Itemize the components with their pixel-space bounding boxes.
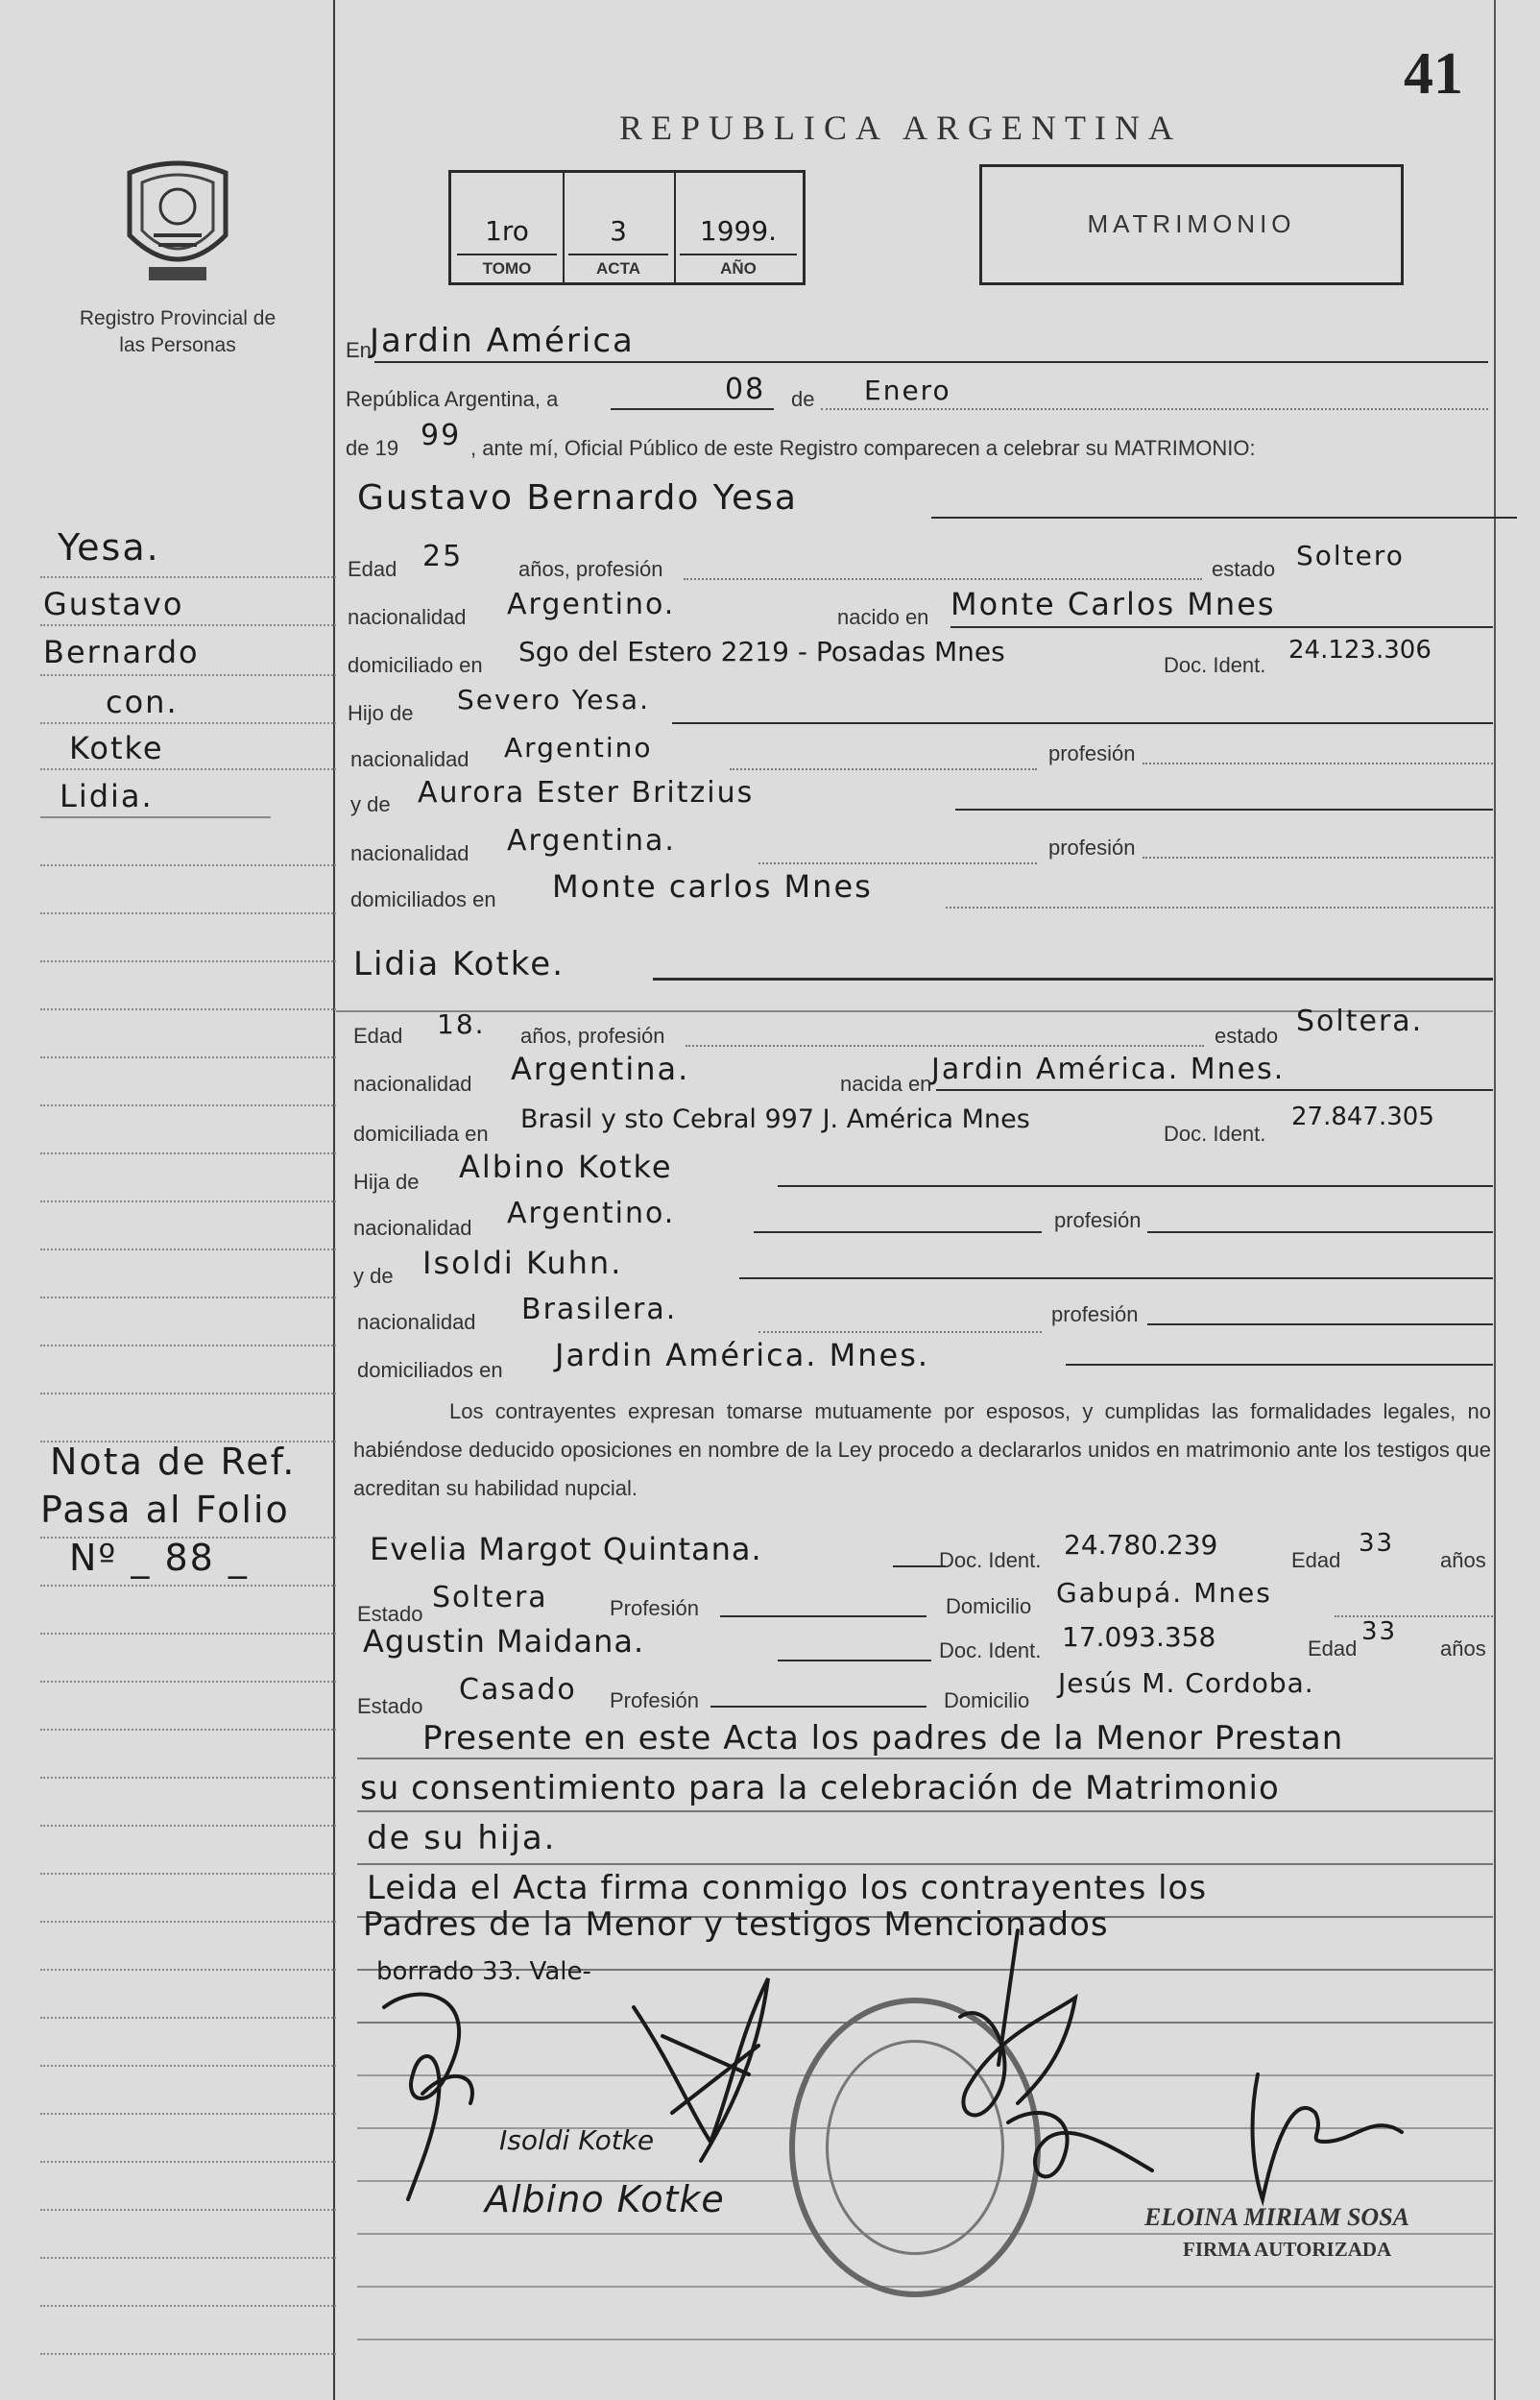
groom-nacionalidad: Argentino. — [507, 588, 676, 621]
place-value: Jardin América — [370, 322, 635, 360]
witness-1-profesion-label: Profesión — [610, 1596, 699, 1620]
bride-father-prof-label: profesión — [1054, 1208, 1142, 1232]
groom-doc-label: Doc. Ident. — [1164, 653, 1266, 677]
note-line-3: de su hija. — [367, 1819, 557, 1857]
groom-hijo-label: Hijo de — [348, 701, 414, 725]
witness-1-edad-label: Edad — [1291, 1548, 1341, 1572]
registry-name: Registro Provincial de las Personas — [79, 307, 277, 356]
bride-doc-label: Doc. Ident. — [1164, 1122, 1266, 1146]
tomo-value: 1ro — [485, 215, 529, 247]
bride-estado-label: estado — [1215, 1024, 1279, 1048]
note-line-4: Leida el Acta firma conmigo los contrayentes los — [367, 1869, 1208, 1907]
groom-father-prof-label: profesión — [1048, 741, 1136, 765]
note-line-6: borrado 33. Vale- — [376, 1957, 591, 1986]
witness-1-domicilio-label: Domicilio — [946, 1594, 1032, 1618]
margin-surname: Yesa. — [58, 526, 160, 569]
margin-given-name-1: Gustavo — [43, 586, 184, 622]
groom-estado: Soltero — [1296, 540, 1405, 571]
groom-nacionalidad-label: nacionalidad — [348, 605, 467, 629]
bride-father-nac: Argentino. — [507, 1197, 676, 1230]
groom-domicilio: Sgo del Estero 2219 - Posadas Mnes — [518, 636, 1005, 667]
groom-mother: Aurora Ester Britzius — [418, 776, 755, 810]
margin-bride-surname: Kotke — [69, 730, 164, 766]
groom-parents-dom-label: domiciliados en — [350, 887, 496, 911]
bride-parents-dom-label: domiciliados en — [357, 1358, 503, 1382]
note-line-2: su consentimiento para la celebración de Matrimonio — [360, 1769, 1280, 1807]
en-label: En — [346, 338, 372, 362]
witness-1-doc: 24.780.239 — [1064, 1529, 1218, 1561]
year-prefix: de 19 — [346, 436, 399, 460]
bride-mother-label: y de — [353, 1264, 394, 1288]
witness-1-name: Evelia Margot Quintana. — [370, 1531, 762, 1567]
bride-parents-dom: Jardin América. Mnes. — [555, 1337, 930, 1373]
parent-signature-1: Isoldi Kotke — [499, 2124, 655, 2156]
witness-1-anos-label: años — [1440, 1548, 1486, 1572]
groom-estado-label: estado — [1212, 557, 1276, 581]
declaration-text: Los contrayentes expresan tomarse mutuamente por esposos, y cumplidas las formalidades legales, no habiéndose deducido oposiciones en nombre de la Ley procedo a declararlos unidos en matrimonio ante los testigos que acreditan su habilidad nupcial. — [353, 1399, 1491, 1500]
groom-age: 25 — [422, 540, 464, 573]
witness-1-doc-label: Doc. Ident. — [939, 1548, 1042, 1572]
groom-doc: 24.123.306 — [1288, 636, 1432, 665]
note-line-5: Padres de la Menor y testigos Mencionados — [363, 1905, 1109, 1944]
witness-2-age: 33 — [1361, 1617, 1398, 1646]
witness-2-estado: Casado — [459, 1673, 577, 1707]
acta-label: ACTA — [596, 259, 640, 278]
bride-nacida: Jardin América. Mnes. — [931, 1053, 1286, 1086]
country-title: REPUBLICA ARGENTINA — [619, 109, 1183, 147]
bride-doc: 27.847.305 — [1291, 1103, 1434, 1131]
bride-father: Albino Kotke — [459, 1149, 673, 1185]
witness-2-domicilio: Jesús M. Cordoba. — [1058, 1667, 1314, 1699]
bride-mother-nac: Brasilera. — [521, 1293, 678, 1326]
bride-mother: Isoldi Kuhn. — [422, 1245, 623, 1281]
bride-mother-prof-label: profesión — [1051, 1302, 1139, 1326]
de-label: de — [791, 387, 815, 411]
witness-2-anos-label: años — [1440, 1636, 1486, 1661]
groom-mother-nac-label: nacionalidad — [350, 841, 469, 865]
parent-signature-2: Albino Kotke — [485, 2178, 725, 2220]
groom-nacido: Monte Carlos Mnes — [950, 586, 1276, 622]
page-number: 41 — [1404, 41, 1463, 107]
bride-nacionalidad-label: nacionalidad — [353, 1072, 472, 1096]
groom-father-nac: Argentino — [504, 732, 653, 764]
ano-value: 1999. — [699, 215, 778, 247]
ano-label: AÑO — [720, 259, 757, 278]
tomo-label: TOMO — [482, 259, 532, 278]
bride-domicilio: Brasil y sto Cebral 997 J. América Mnes — [520, 1104, 1030, 1134]
acta-value: 3 — [610, 215, 627, 247]
margin-bride-name: Lidia. — [60, 778, 154, 814]
bride-edad-label: Edad — [353, 1024, 403, 1048]
bride-full-name: Lidia Kotke. — [353, 945, 565, 983]
bride-nacionalidad: Argentina. — [511, 1051, 690, 1087]
witness-2-profesion-label: Profesión — [610, 1688, 699, 1712]
witness-2-doc-label: Doc. Ident. — [939, 1638, 1042, 1662]
margin-folio-number: Nº _ 88 _ — [69, 1537, 249, 1579]
bride-hija-label: Hija de — [353, 1170, 420, 1194]
witness-2-domicilio-label: Domicilio — [944, 1688, 1030, 1712]
bride-father-nac-label: nacionalidad — [353, 1216, 472, 1240]
margin-given-name-2: Bernardo — [43, 634, 200, 670]
bride-anos-profesion-label: años, profesión — [520, 1024, 665, 1048]
groom-father: Severo Yesa. — [457, 684, 650, 715]
groom-anos-profesion-label: años, profesión — [518, 557, 663, 581]
margin-reference-note: Nota de Ref. — [50, 1441, 297, 1483]
bride-estado: Soltera. — [1296, 1005, 1424, 1038]
witness-1-domicilio: Gabupá. Mnes — [1056, 1577, 1272, 1609]
document-type: MATRIMONIO — [1087, 209, 1296, 238]
bride-mother-nac-label: nacionalidad — [357, 1310, 476, 1334]
month-value: Enero — [864, 375, 951, 406]
groom-mother-nac: Argentina. — [507, 824, 676, 858]
bride-age: 18. — [437, 1008, 486, 1040]
republica-label: República Argentina, a — [346, 387, 559, 411]
witness-2-name: Agustin Maidana. — [363, 1623, 645, 1660]
note-line-1: Presente en este Acta los padres de la Menor Prestan — [422, 1719, 1344, 1758]
bride-domicilio-label: domiciliada en — [353, 1122, 489, 1146]
groom-mother-prof-label: profesión — [1048, 836, 1136, 860]
witness-2-estado-label: Estado — [357, 1694, 423, 1718]
groom-domicilio-label: domiciliado en — [348, 653, 483, 677]
witness-2-doc: 17.093.358 — [1062, 1621, 1216, 1653]
groom-edad-label: Edad — [348, 557, 397, 581]
groom-father-nac-label: nacionalidad — [350, 747, 469, 771]
groom-nacido-label: nacido en — [837, 605, 929, 629]
witness-1-estado-label: Estado — [357, 1602, 423, 1626]
witness-1-age: 33 — [1359, 1529, 1395, 1558]
groom-parents-dom: Monte carlos Mnes — [552, 868, 873, 905]
margin-pasa-al-folio: Pasa al Folio — [40, 1489, 290, 1531]
groom-full-name: Gustavo Bernardo Yesa — [357, 478, 798, 518]
witness-2-edad-label: Edad — [1308, 1636, 1358, 1661]
official-name: ELOINA MIRIAM SOSA — [1144, 2203, 1409, 2231]
day-value: 08 — [725, 373, 766, 406]
year-suffix: 99 — [421, 419, 462, 452]
groom-mother-label: y de — [350, 792, 391, 816]
witness-1-estado: Soltera — [432, 1581, 548, 1614]
bride-nacida-label: nacida en — [840, 1072, 932, 1096]
intro-statement: , ante mí, Oficial Público de este Registro comparecen a celebrar su MATRIMONIO: — [470, 436, 1256, 460]
margin-con: con. — [106, 684, 179, 720]
official-title: FIRMA AUTORIZADA — [1183, 2238, 1392, 2261]
